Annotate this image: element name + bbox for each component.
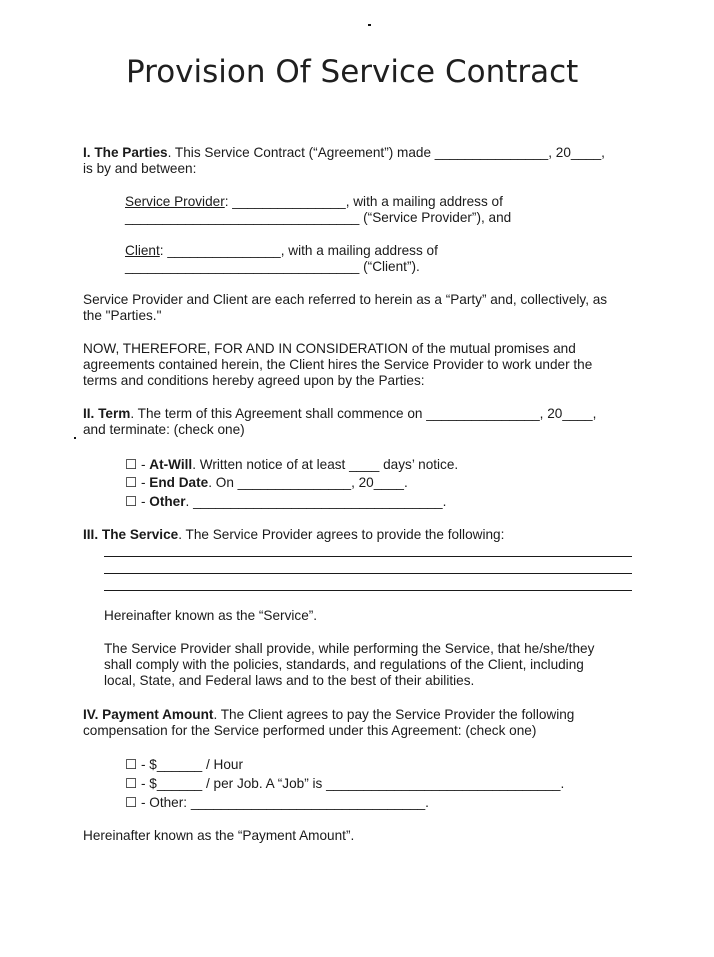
- term-option-at-will: ☐ - At-Will. Written notice of at least ____ days’ notice.: [125, 457, 459, 472]
- service-blank-line-2: [104, 573, 632, 574]
- service-line-1: III. The Service. The Service Provider agrees to provide the following:: [83, 527, 505, 542]
- client-line-2: _______________________________ (“Client”).: [125, 259, 420, 274]
- checkbox-icon[interactable]: ☐ -: [125, 494, 150, 509]
- payment-known-as: Hereinafter known as the “Payment Amount”.: [83, 828, 355, 843]
- payment-option-hour[interactable]: ☐ - $______ / Hour: [125, 757, 243, 772]
- payment-line-2: compensation for the Service performed under this Agreement: (check one): [83, 723, 537, 738]
- checkbox-icon[interactable]: ☐ -: [125, 457, 150, 472]
- term-option-other: ☐ - Other. _________________________________.: [125, 494, 447, 509]
- service-paragraph-line-1: The Service Provider shall provide, while performing the Service, that he/she/they: [104, 641, 595, 656]
- parties-line-2: is by and between:: [83, 161, 197, 176]
- term-option-end-date: ☐ - End Date. On _______________, 20____.: [125, 475, 408, 490]
- service-heading: III. The Service: [83, 527, 179, 542]
- scan-mark-top: [368, 24, 371, 26]
- payment-option-job[interactable]: ☐ - $______ / per Job. A “Job” is _______________________________.: [125, 776, 565, 791]
- document-title: Provision Of Service Contract: [126, 54, 579, 90]
- collective-paragraph-line-1: Service Provider and Client are each referred to herein as a “Party” and, collectively, as: [83, 292, 608, 307]
- service-provider-line-1: Service Provider: _______________, with a mailing address of: [125, 194, 503, 209]
- service-blank-line-3: [104, 590, 632, 591]
- consideration-line-1: NOW, THEREFORE, FOR AND IN CONSIDERATION of the mutual promises and: [83, 341, 576, 356]
- service-paragraph-line-2: shall comply with the policies, standards, and regulations of the Client, including: [104, 657, 584, 672]
- scan-mark-left: [74, 437, 76, 439]
- parties-heading: I. The Parties: [83, 145, 168, 160]
- consideration-line-2: agreements contained herein, the Client hires the Service Provider to work under the: [83, 357, 593, 372]
- service-blank-line-1: [104, 556, 632, 557]
- service-known-as: Hereinafter known as the “Service”.: [104, 608, 318, 623]
- parties-line-1: I. The Parties. This Service Contract (“Agreement”) made _______________, 20____,: [83, 145, 605, 160]
- term-line-1: II. Term. The term of this Agreement shall commence on _______________, 20____,: [83, 406, 597, 421]
- service-provider-line-2: _______________________________ (“Service Provider”), and: [125, 210, 512, 225]
- service-provider-label: Service Provider: [125, 194, 225, 209]
- payment-heading: IV. Payment Amount: [83, 707, 214, 722]
- checkbox-icon[interactable]: ☐ -: [125, 475, 150, 490]
- term-line-2: and terminate: (check one): [83, 422, 245, 437]
- client-line-1: Client: _______________, with a mailing address of: [125, 243, 438, 258]
- service-paragraph-line-3: local, State, and Federal laws and to the best of their abilities.: [104, 673, 475, 688]
- client-label: Client: [125, 243, 160, 258]
- consideration-line-3: terms and conditions hereby agreed upon by the Parties:: [83, 373, 425, 388]
- collective-paragraph-line-2: the "Parties.": [83, 308, 162, 323]
- payment-line-1: IV. Payment Amount. The Client agrees to pay the Service Provider the following: [83, 707, 575, 722]
- payment-option-other[interactable]: ☐ - Other: _______________________________.: [125, 795, 429, 810]
- term-heading: II. Term: [83, 406, 131, 421]
